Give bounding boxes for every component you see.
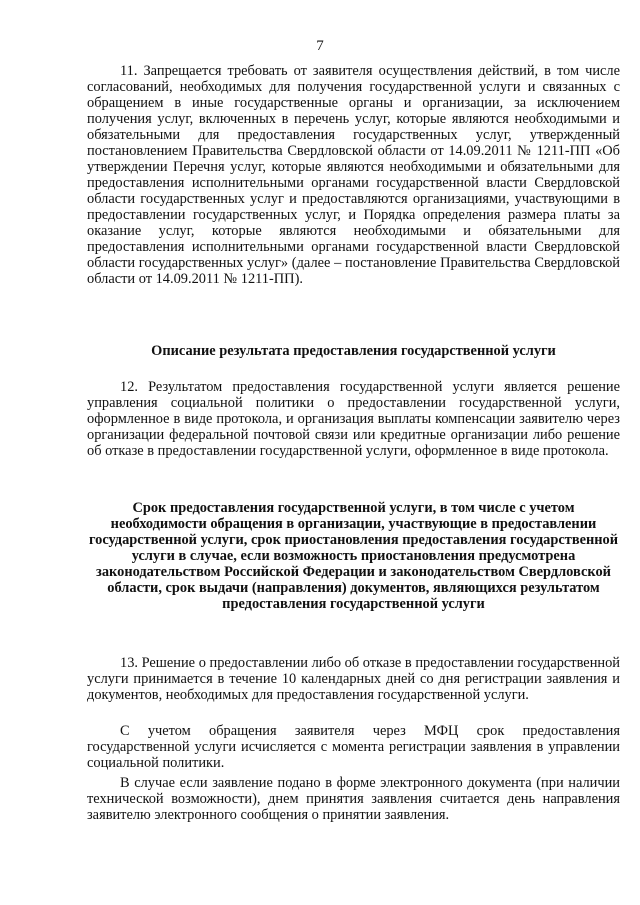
page-number: 7 bbox=[316, 38, 324, 54]
paragraph-11: 11. Запрещается требовать от заявителя осуществления действий, в том числе согласований, необходимых для получения государственной услуги и связанных с обращением в иные государственные органы и организации, за исключением получения услуг, включенных в перечень услуг, которые являются необходимыми и обязательными для предоставления государственных услуг, утвержденный постановлением Правительства Свердловской области от 14.09.2011 № 1211-ПП «Об утверждении Перечня услуг, которые являются необходимыми и обязательными для предоставления исполнительными органами государственной власти Свердловской области государственных услуг и предоставляются организациями, участвующими в предоставлении государственных услуг, и Порядка определения размера платы за оказание услуг, которые являются необходимыми и обязательными для предоставления исполнительными органами государственной власти Свердловской области государственных услуг» (далее – постановление Правительства Свердловской области от 14.09.2011 № 1211-ПП). bbox=[87, 63, 620, 287]
heading-result: Описание результата предоставления государственной услуги bbox=[151, 343, 556, 359]
paragraph-13: 13. Решение о предоставлении либо об отказе в предоставлении государственной услуги принимается в течение 10 календарных дней со дня регистрации заявления и документов, необходимых для предоставления государственной услуги. bbox=[87, 655, 620, 703]
heading-term: Срок предоставления государственной услуги, в том числе с учетом необходимости обращения в организации, участвующие в предоставлении государственной услуги, срок приостановления предоставления государственной услуги в случае, если возможность приостановления предусмотрена законодательством Российской Федерации и законодательством Свердловской области, срок выдачи (направления) документов, являющихся результатом предоставления государственной услуги bbox=[88, 500, 619, 612]
paragraph-13-mfc: С учетом обращения заявителя через МФЦ срок предоставления государственной услуги исчисляется с момента регистрации заявления в управлении социальной политики. bbox=[87, 723, 620, 771]
paragraph-13-electronic: В случае если заявление подано в форме электронного документа (при наличии технической возможности), днем принятия заявления считается день направления заявителю электронного сообщения о принятии заявления. bbox=[87, 775, 620, 823]
paragraph-12: 12. Результатом предоставления государственной услуги является решение управления социальной политики о предоставлении государственной услуги, оформленное в виде протокола, и организация выплаты компенсации заявителю через организации федеральной почтовой связи или кредитные организации либо решение об отказе в предоставлении государственной услуги, оформленное в виде протокола. bbox=[87, 379, 620, 459]
